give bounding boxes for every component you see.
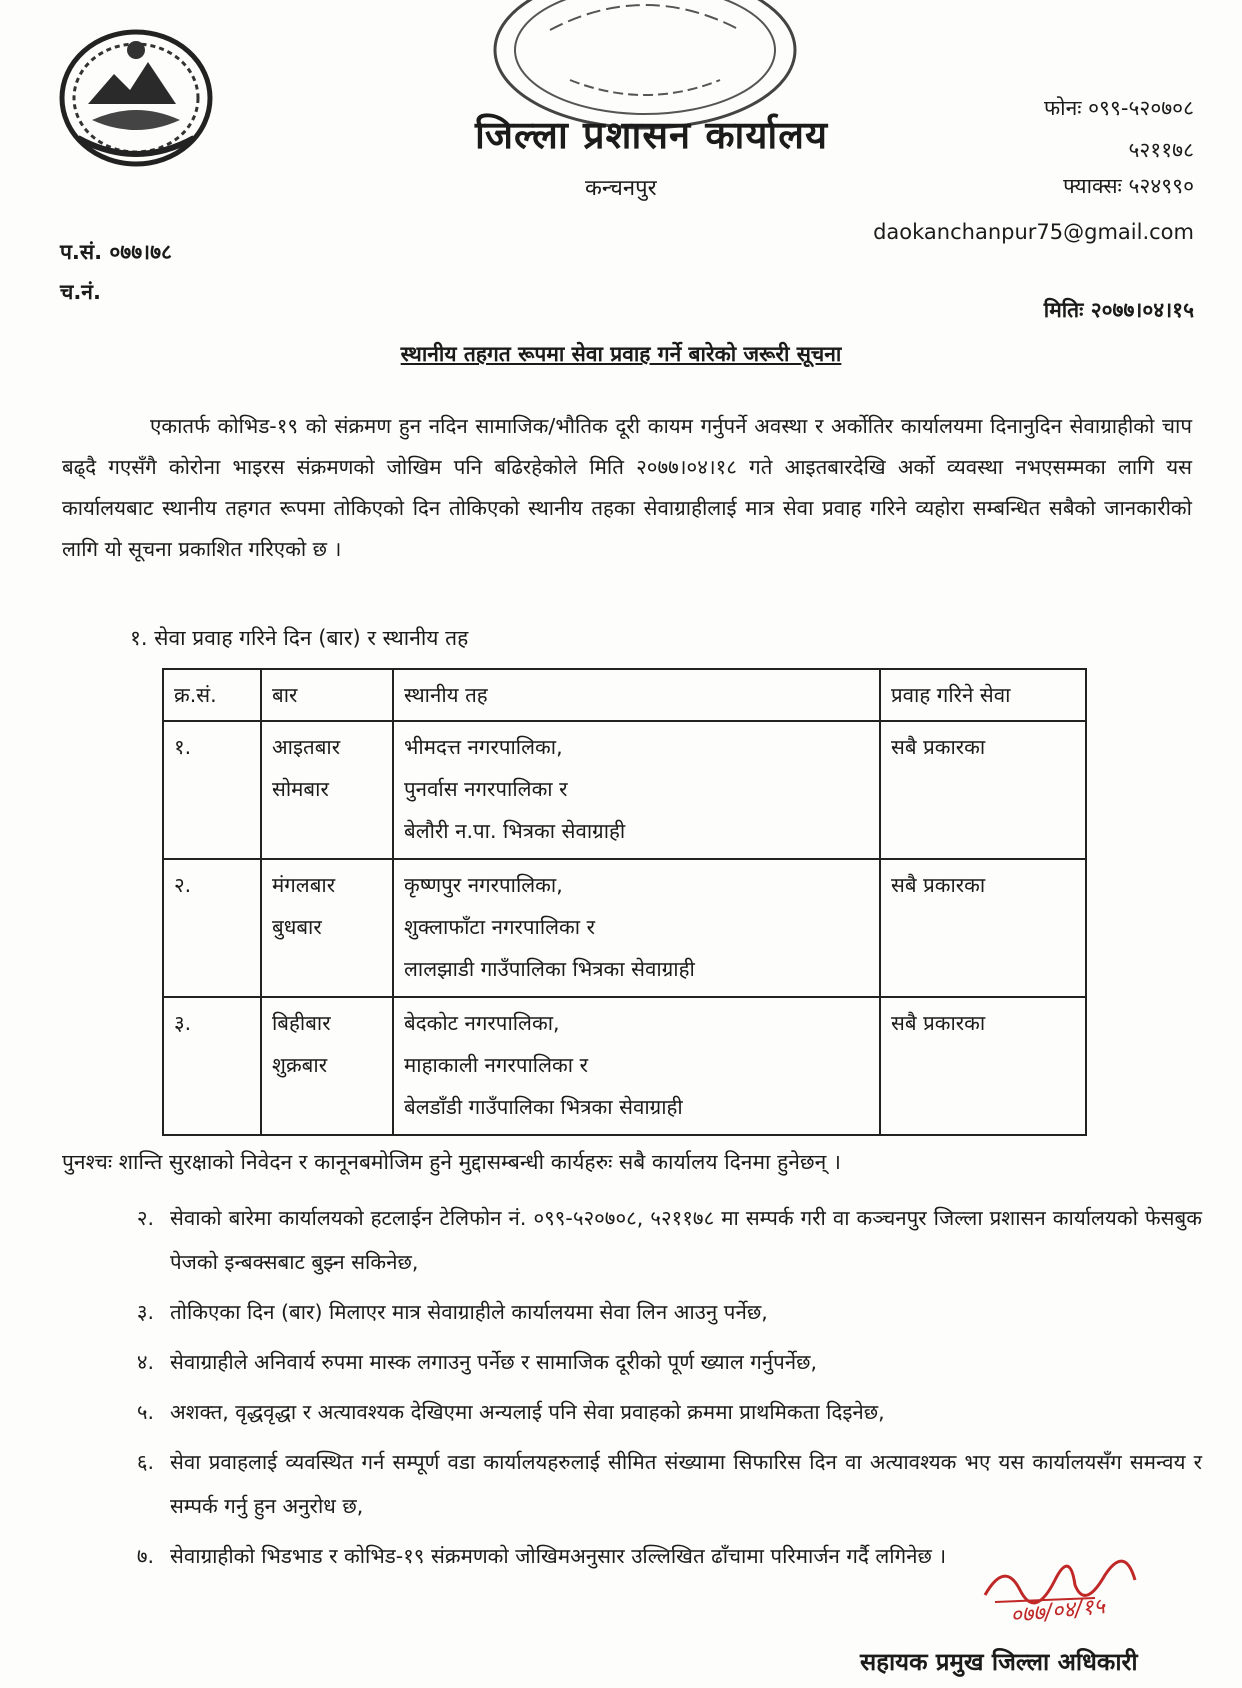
reference-number: प.सं. ०७७।७८	[60, 240, 172, 264]
cell-local-levels	[393, 859, 880, 997]
local-level-label: लालझाडी गाउँपालिका भित्रका सेवाग्राही	[404, 957, 695, 981]
local-level-label: शुक्लाफाँटा नगरपालिका र	[404, 915, 596, 939]
local-level-label: माहाकाली नगरपालिका र	[404, 1053, 588, 1077]
phone-number-2: ५२११७८	[1128, 138, 1194, 162]
item-number: ५.	[136, 1400, 154, 1424]
table-header-row	[163, 669, 1086, 721]
instruction-list	[62, 1196, 1202, 1584]
local-level-label: बेलडाँडी गाउँपालिका भित्रका सेवाग्राही	[404, 1095, 683, 1119]
section-1-title: १. सेवा प्रवाह गरिने दिन (बार) र स्थानीय तह	[130, 626, 469, 650]
table-row	[163, 859, 1086, 997]
office-name: जिल्ला प्रशासन कार्यालय	[475, 113, 829, 157]
cell-serial: २.	[163, 859, 261, 997]
cell-days	[261, 859, 393, 997]
dispatch-number: च.नं.	[60, 280, 101, 304]
header-day: बार	[261, 669, 393, 721]
local-level-label: बेदकोट नगरपालिका,	[404, 1011, 560, 1035]
header-service: प्रवाह गरिने सेवा	[880, 669, 1086, 721]
item-number: २.	[136, 1206, 154, 1230]
cell-local-levels	[393, 721, 880, 859]
local-level-label: पुनर्वास नगरपालिका र	[404, 777, 568, 801]
cell-serial: ३.	[163, 997, 261, 1135]
header-local-level: स्थानीय तह	[393, 669, 880, 721]
handwritten-date: ०७७/०४/१५	[1009, 1594, 1107, 1629]
cell-service: सबै प्रकारका	[880, 997, 1086, 1135]
item-text: तोकिएका दिन (बार) मिलाएर मात्र सेवाग्राहीले कार्यालयमा सेवा लिन आउनु पर्नेछ,	[170, 1300, 768, 1324]
postscript-note: पुनश्चः शान्ति सुरक्षाको निवेदन र कानूनबमोजिम हुने मुद्दासम्बन्धी कार्यहरुः सबै कार्यालय दिनमा हुनेछन् ।	[62, 1150, 841, 1174]
cell-service: सबै प्रकारका	[880, 859, 1086, 997]
list-item	[62, 1340, 1202, 1384]
list-item	[62, 1290, 1202, 1334]
day-label: सोमबार	[272, 777, 329, 801]
cell-service: सबै प्रकारका	[880, 721, 1086, 859]
table-row	[163, 721, 1086, 859]
day-label: मंगलबार	[272, 873, 336, 897]
list-item	[62, 1440, 1202, 1528]
cell-local-levels	[393, 997, 880, 1135]
item-text: सेवाग्राहीको भिडभाड र कोभिड-१९ संक्रमणको जोखिमअनुसार उल्लिखित ढाँचामा परिमार्जन गर्दै लगिनेछ ।	[170, 1544, 947, 1568]
intro-paragraph	[62, 406, 1192, 570]
local-level-label: बेलौरी न.पा. भित्रका सेवाग्राही	[404, 819, 626, 843]
notice-subject	[0, 340, 1242, 368]
intro-text: एकातर्फ कोभिड-१९ को संक्रमण हुन नदिन सामाजिक/भौतिक दूरी कायम गर्नुपर्ने अवस्था र अर्कोतिर कार्यालयमा दिनानुदिन सेवाग्राहीको चाप बढ्दै गएसँगै कोरोना भाइरस संक्रमणको जोखिम पनि बढिरहेकोले मिति २०७७।०४।१८ गते आइतबारदेखि अर्को व्यवस्था नभएसम्मका लागि यस कार्यालयबाट स्थानीय तहगत रूपमा तोकिएको दिन तोकिएको स्थानीय तहका सेवाग्राहीलाई मात्र सेवा प्रवाह गरिने व्यहोरा सम्बन्धित सबैको जानकारीको लागि यो सूचना प्रकाशित गरिएको छ ।	[62, 414, 1192, 561]
local-level-label: कृष्णपुर नगरपालिका,	[404, 873, 563, 897]
cell-days	[261, 997, 393, 1135]
signatory-title: सहायक प्रमुख जिल्ला अधिकारी	[860, 1648, 1138, 1676]
email-address: daokanchanpur75@gmail.com	[873, 220, 1194, 244]
cell-days	[261, 721, 393, 859]
day-label: बिहीबार	[272, 1011, 331, 1035]
item-text: सेवाको बारेमा कार्यालयको हटलाईन टेलिफोन नं. ०९९-५२०७०८, ५२११७८ मा सम्पर्क गरी वा कञ्चनपुर जिल्ला प्रशासन कार्यालयको फेसबुक पेजको इन्बक्सबाट बुझ्न सकिनेछ,	[170, 1206, 1202, 1274]
table-row	[163, 997, 1086, 1135]
item-number: ३.	[136, 1300, 154, 1324]
cell-serial: १.	[163, 721, 261, 859]
district-name: कन्चनपुर	[585, 176, 657, 201]
day-label: बुधबार	[272, 915, 322, 939]
phone-number: फोनः ०९९-५२०७०८	[1043, 96, 1194, 120]
item-text: सेवाग्राहीले अनिवार्य रुपमा मास्क लगाउनु पर्नेछ र सामाजिक दूरीको पूर्ण ख्याल गर्नुपर्नेछ,	[170, 1350, 818, 1374]
notice-date: मितिः २०७७।०४।१५	[1043, 298, 1194, 322]
list-item	[62, 1390, 1202, 1434]
item-number: ४.	[136, 1350, 154, 1374]
item-number: ७.	[136, 1544, 154, 1568]
fax-number: फ्याक्सः ५२४९९०	[1063, 174, 1194, 198]
list-item	[62, 1196, 1202, 1284]
subject-text: स्थानीय तहगत रूपमा सेवा प्रवाह गर्ने बारेको जरूरी सूचना	[400, 342, 842, 366]
nepal-emblem-logo	[52, 20, 220, 172]
service-schedule-table	[162, 668, 1087, 1136]
local-level-label: भीमदत्त नगरपालिका,	[404, 735, 563, 759]
item-number: ६.	[136, 1450, 154, 1474]
day-label: शुक्रबार	[272, 1053, 328, 1077]
header-serial: क्र.सं.	[163, 669, 261, 721]
day-label: आइतबार	[272, 735, 341, 759]
item-text: अशक्त, वृद्धवृद्धा र अत्यावश्यक देखिएमा अन्यलाई पनि सेवा प्रवाहको क्रममा प्राथमिकता दिइनेछ,	[170, 1400, 885, 1424]
item-text: सेवा प्रवाहलाई व्यवस्थित गर्न सम्पूर्ण वडा कार्यालयहरुलाई सीमित संख्यामा सिफारिस दिन वा अत्यावश्यक भए यस कार्यालयसँग समन्वय र सम्पर्क गर्नु हुन अनुरोध छ,	[170, 1450, 1202, 1518]
